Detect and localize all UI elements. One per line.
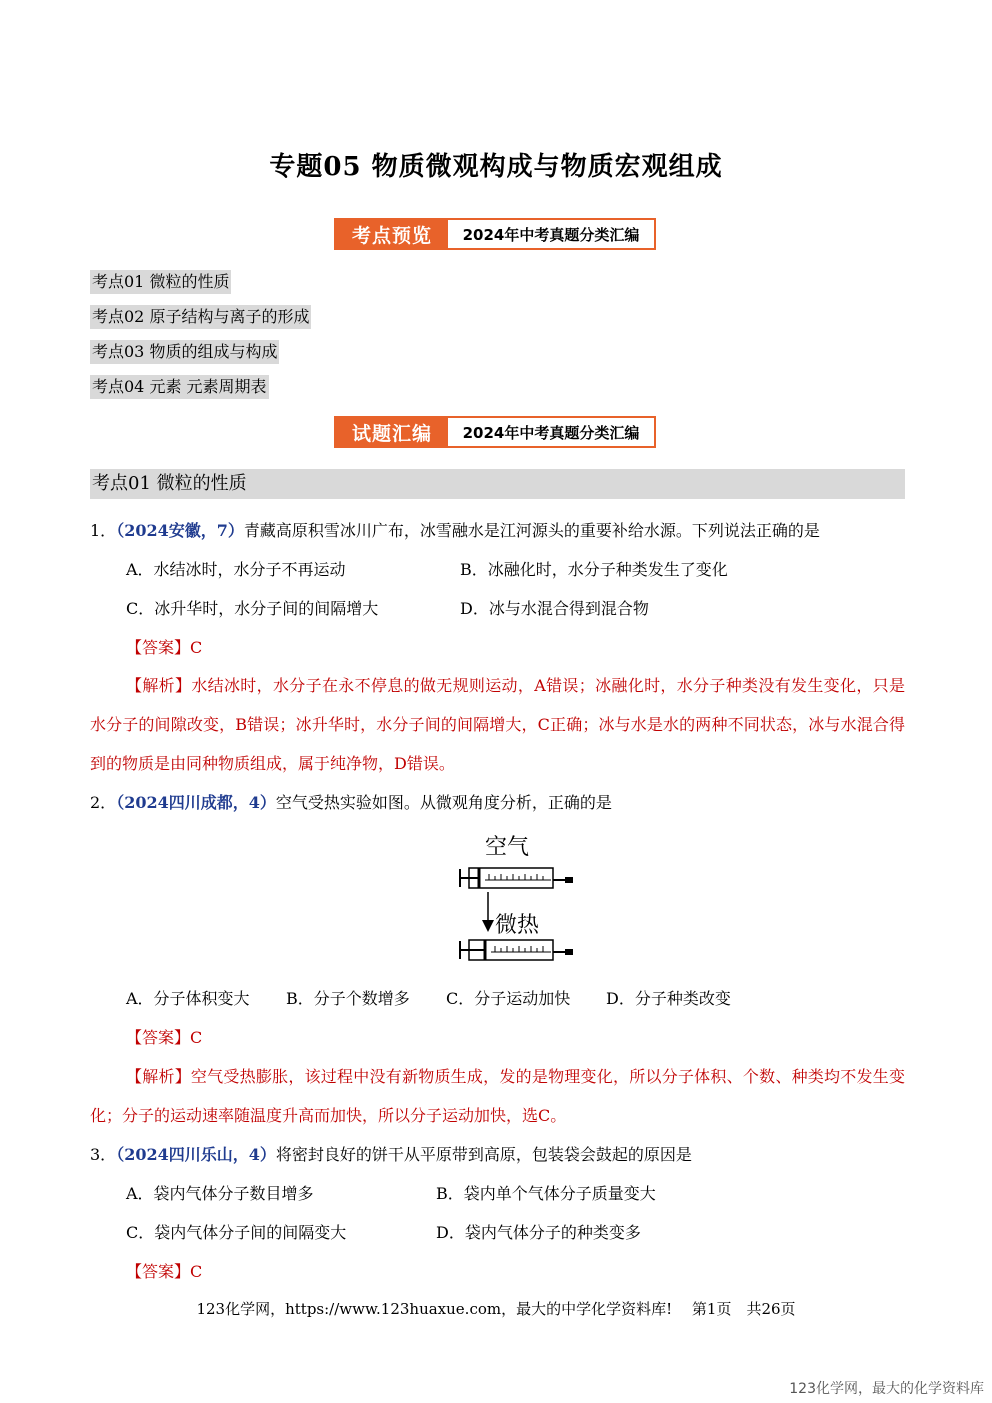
option-a: A．水结冰时，水分子不再运动 — [126, 560, 346, 579]
question-2 — [90, 791, 612, 815]
toc-item-4[interactable]: 考点04 元素 元素周期表 — [90, 375, 269, 399]
banner-tag: 考点预览 — [336, 220, 448, 248]
option-d: D．分子种类改变 — [606, 989, 731, 1008]
option-c: C．分子运动加快 — [446, 989, 571, 1008]
option-b: B．分子个数增多 — [286, 989, 410, 1008]
banner-subtitle: 2024年中考真题分类汇编 — [462, 225, 640, 244]
toc-item-3[interactable]: 考点03 物质的组成与构成 — [90, 340, 279, 364]
option-b: B．袋内单个气体分子质量变大 — [436, 1184, 656, 1203]
question-3 — [90, 1143, 692, 1167]
question-1 — [90, 519, 820, 543]
analysis: 【解析】水结冰时，水分子在永不停息的做无规则运动，A错误；冰融化时，水分子种类没有发生变化，只是水分子的间隙改变，B错误；冰升华时，水分子间的间隔增大，C正确；冰与水是水的两种不同状态，冰与水混合得到的物质是由同种物质组成，属于纯净物，D错误。 — [90, 676, 905, 773]
figure-label-heat: 微热 — [495, 913, 540, 938]
question-stem: 青藏高原积雪冰川广布，冰雪融水是江河源头的重要补给水源。下列说法正确的是 — [243, 521, 820, 540]
option-a: A．袋内气体分子数目增多 — [126, 1184, 314, 1203]
question-source: （2024四川乐山，4） — [116, 1145, 276, 1164]
banner-subtitle: 2024年中考真题分类汇编 — [462, 423, 640, 442]
option-a: A．分子体积变大 — [126, 989, 250, 1008]
question-source: （2024安徽，7） — [116, 521, 244, 540]
answer: 【答案】C — [126, 1028, 203, 1047]
page-title: 专题05 物质微观构成与物质宏观组成 — [269, 152, 723, 182]
option-b: B．冰融化时，水分子种类发生了变化 — [460, 560, 728, 579]
section-heading: 考点01 微粒的性质 — [90, 469, 905, 499]
question-stem: 空气受热实验如图。从微观角度分析，正确的是 — [275, 793, 612, 812]
option-c: C．袋内气体分子间的间隔变大 — [126, 1223, 347, 1242]
syringe-icon — [455, 936, 585, 966]
arrow-down-icon — [481, 892, 495, 932]
option-d: D．冰与水混合得到混合物 — [460, 599, 649, 618]
option-d: D．袋内气体分子的种类变多 — [436, 1223, 641, 1242]
toc-item-1[interactable]: 考点01 微粒的性质 — [90, 270, 231, 294]
syringe-figure — [455, 828, 585, 970]
analysis: 【解析】空气受热膨胀，该过程中没有新物质生成，发的是物理变化，所以分子体积、个数、种类均不发生变化；分子的运动速率随温度升高而加快，所以分子运动加快，选C。 — [90, 1067, 905, 1125]
page-footer: 123化学网，https://www.123huaxue.com，最大的中学化学资料库! 第1页 共26页 — [196, 1300, 796, 1318]
option-c: C．冰升华时，水分子间的间隔增大 — [126, 599, 379, 618]
questions-banner — [334, 416, 656, 448]
question-number: 3． — [90, 1145, 117, 1164]
answer: 【答案】C — [126, 1262, 203, 1281]
figure-label-air: 空气 — [485, 835, 530, 860]
question-number: 2． — [90, 793, 117, 812]
question-number: 1． — [90, 521, 117, 540]
watermark: 123化学网，最大的化学资料库 — [789, 1381, 984, 1397]
syringe-icon — [455, 864, 585, 894]
banner-tag: 试题汇编 — [336, 418, 448, 446]
answer: 【答案】C — [126, 638, 203, 657]
preview-banner — [334, 218, 656, 250]
question-source: （2024四川成都，4） — [116, 793, 276, 812]
toc-item-2[interactable]: 考点02 原子结构与离子的形成 — [90, 305, 311, 329]
question-stem: 将密封良好的饼干从平原带到高原，包装袋会鼓起的原因是 — [275, 1145, 692, 1164]
